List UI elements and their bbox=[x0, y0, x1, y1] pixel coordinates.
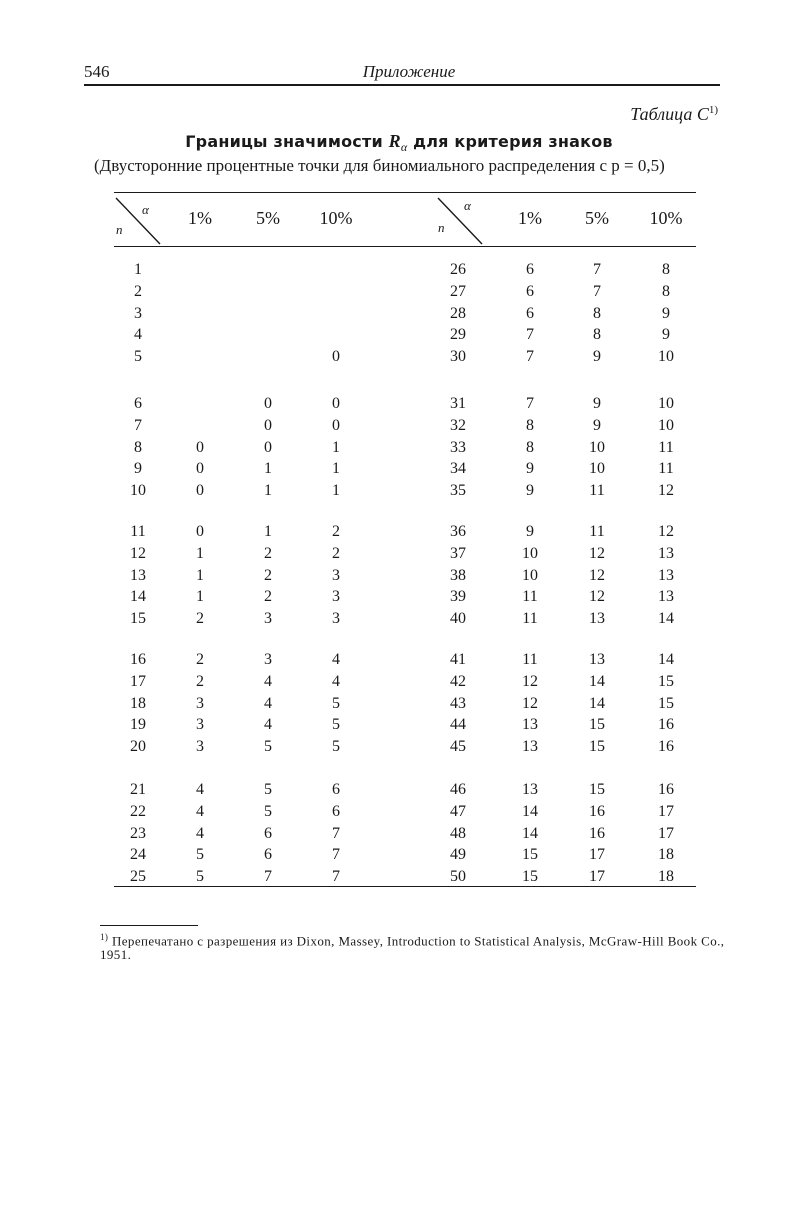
table-cell-right-1pct: 13 bbox=[522, 716, 538, 734]
table-cell-right-1pct: 14 bbox=[522, 824, 538, 842]
table-cell-left-5pct: 0 bbox=[264, 395, 272, 412]
table-title-subscript: α bbox=[400, 140, 408, 155]
table-cell-right-n: 30 bbox=[450, 348, 466, 366]
table-title bbox=[0, 131, 798, 155]
table-cell-right-1pct: 8 bbox=[526, 438, 534, 456]
table-cell-left-10pct: 7 bbox=[332, 824, 340, 842]
table-cell-right-n: 41 bbox=[450, 651, 466, 668]
table-cell-right-10pct: 18 bbox=[658, 868, 674, 886]
table-cell-left-n: 7 bbox=[134, 416, 142, 434]
running-head: Приложение bbox=[362, 62, 456, 81]
table-cell-right-n: 26 bbox=[450, 261, 466, 278]
table-cell-right-1pct: 10 bbox=[522, 566, 538, 584]
table-cell-right-5pct: 11 bbox=[589, 482, 605, 500]
table-cell-right-n: 35 bbox=[450, 482, 466, 500]
table-cell-left-10pct: 0 bbox=[332, 348, 340, 366]
footnote-rule bbox=[100, 925, 198, 926]
column-header-10pct: 10% bbox=[319, 208, 353, 228]
table-cell-right-5pct: 13 bbox=[589, 610, 605, 628]
table-cell-right-1pct: 9 bbox=[526, 523, 534, 540]
table-cell-right-n: 42 bbox=[450, 672, 466, 690]
table-cell-left-1pct: 3 bbox=[196, 716, 204, 734]
table-cell-right-n: 31 bbox=[450, 395, 466, 412]
table-cell-right-5pct: 7 bbox=[593, 282, 601, 300]
table-cell-right-5pct: 12 bbox=[589, 544, 605, 562]
table-cell-left-1pct: 5 bbox=[196, 868, 204, 886]
table-cell-left-n: 2 bbox=[134, 282, 142, 300]
table-cell-right-5pct: 10 bbox=[589, 460, 605, 478]
table-cell-right-n: 34 bbox=[450, 460, 466, 478]
table-cell-left-10pct: 5 bbox=[332, 738, 340, 756]
table-cell-left-n: 25 bbox=[130, 868, 146, 886]
table-cell-left-10pct: 3 bbox=[332, 610, 340, 628]
table-cell-left-n: 4 bbox=[134, 326, 142, 344]
table-cell-left-n: 17 bbox=[130, 672, 146, 690]
table-top-rule bbox=[114, 192, 696, 193]
table-label-text: Таблица C bbox=[630, 104, 709, 124]
table-cell-right-1pct: 9 bbox=[526, 482, 534, 500]
table-cell-left-1pct: 0 bbox=[196, 482, 204, 500]
table-cell-left-10pct: 4 bbox=[332, 672, 340, 690]
corner-alpha-label: α bbox=[142, 202, 149, 217]
table-cell-left-5pct: 7 bbox=[264, 868, 272, 886]
table-cell-left-5pct: 6 bbox=[264, 846, 272, 864]
corner-cell-left bbox=[114, 194, 174, 246]
table-cell-left-5pct: 3 bbox=[264, 610, 272, 628]
table-cell-right-n: 47 bbox=[450, 802, 466, 820]
table-cell-left-n: 9 bbox=[134, 460, 142, 478]
table-cell-left-n: 8 bbox=[134, 438, 142, 456]
table-cell-left-n: 20 bbox=[130, 738, 146, 756]
table-cell-right-n: 44 bbox=[450, 716, 466, 734]
table-cell-right-1pct: 13 bbox=[522, 781, 538, 798]
table-label-footnote-mark: 1) bbox=[708, 104, 718, 116]
table-cell-left-n: 12 bbox=[130, 544, 146, 562]
table-cell-right-1pct: 7 bbox=[526, 326, 534, 344]
table-cell-left-10pct: 3 bbox=[332, 588, 340, 606]
table-cell-right-1pct: 7 bbox=[526, 348, 534, 366]
table-cell-left-5pct: 1 bbox=[264, 523, 272, 540]
table-cell-right-10pct: 16 bbox=[658, 781, 674, 798]
table-cell-right-5pct: 8 bbox=[593, 326, 601, 344]
table-cell-left-10pct: 0 bbox=[332, 416, 340, 434]
table-cell-left-10pct: 4 bbox=[332, 651, 340, 668]
table-cell-left-n: 11 bbox=[130, 523, 146, 540]
table-cell-right-1pct: 8 bbox=[526, 416, 534, 434]
column-header-1pct: 1% bbox=[518, 208, 542, 228]
table-cell-right-10pct: 13 bbox=[658, 588, 674, 606]
table-cell-right-n: 45 bbox=[450, 738, 466, 756]
table-cell-right-1pct: 6 bbox=[526, 304, 534, 322]
table-cell-right-10pct: 16 bbox=[658, 738, 674, 756]
table-cell-left-1pct: 2 bbox=[196, 651, 204, 668]
table-cell-left-10pct: 0 bbox=[332, 395, 340, 412]
table-cell-left-1pct: 5 bbox=[196, 846, 204, 864]
table-cell-right-5pct: 14 bbox=[589, 694, 605, 712]
table-cell-right-10pct: 15 bbox=[658, 672, 674, 690]
table-cell-right-5pct: 9 bbox=[593, 395, 601, 412]
table-cell-left-n: 21 bbox=[130, 781, 146, 798]
table-cell-right-5pct: 9 bbox=[593, 416, 601, 434]
table-cell-right-1pct: 14 bbox=[522, 802, 538, 820]
table-cell-right-10pct: 14 bbox=[658, 651, 674, 668]
table-cell-left-1pct: 2 bbox=[196, 672, 204, 690]
column-header-5pct: 5% bbox=[256, 208, 280, 228]
table-cell-left-n: 5 bbox=[134, 348, 142, 366]
table-cell-right-10pct: 16 bbox=[658, 716, 674, 734]
table-cell-left-1pct: 1 bbox=[196, 588, 204, 606]
table-cell-right-10pct: 17 bbox=[658, 824, 674, 842]
table-cell-left-5pct: 2 bbox=[264, 544, 272, 562]
table-cell-right-5pct: 10 bbox=[589, 438, 605, 456]
table-cell-left-1pct: 3 bbox=[196, 738, 204, 756]
table-cell-left-5pct: 0 bbox=[264, 416, 272, 434]
table-cell-right-5pct: 17 bbox=[589, 846, 605, 864]
table-cell-right-5pct: 16 bbox=[589, 824, 605, 842]
table-cell-right-1pct: 9 bbox=[526, 460, 534, 478]
column-header-5pct: 5% bbox=[585, 208, 609, 228]
table-cell-right-n: 46 bbox=[450, 781, 466, 798]
table-cell-right-10pct: 13 bbox=[658, 544, 674, 562]
table-cell-right-5pct: 15 bbox=[589, 781, 605, 798]
table-cell-left-5pct: 0 bbox=[264, 438, 272, 456]
table-cell-right-1pct: 6 bbox=[526, 282, 534, 300]
table-cell-right-5pct: 17 bbox=[589, 868, 605, 886]
table-subtitle: (Двусторонние процентные точки для биномиального распределения с p = 0,5) bbox=[94, 156, 665, 175]
table-cell-right-10pct: 14 bbox=[658, 610, 674, 628]
table-cell-right-5pct: 12 bbox=[589, 566, 605, 584]
table-cell-right-1pct: 12 bbox=[522, 672, 538, 690]
footnote-text: Перепечатано с разрешения из Dixon, Massey, Introduction to Statistical Analysis, McGraw-Hill Book Co., 1951. bbox=[100, 933, 725, 963]
table-cell-left-n: 6 bbox=[134, 395, 142, 412]
table-cell-right-1pct: 15 bbox=[522, 868, 538, 886]
table-cell-right-1pct: 11 bbox=[522, 651, 538, 668]
table-cell-left-5pct: 6 bbox=[264, 824, 272, 842]
column-header-1pct: 1% bbox=[188, 208, 212, 228]
table-cell-left-10pct: 1 bbox=[332, 482, 340, 500]
table-cell-left-n: 19 bbox=[130, 716, 146, 734]
corner-n-label: n bbox=[116, 222, 123, 237]
table-cell-right-n: 36 bbox=[450, 523, 466, 540]
table-cell-left-10pct: 5 bbox=[332, 716, 340, 734]
corner-n-label: n bbox=[438, 220, 445, 235]
table-cell-right-10pct: 9 bbox=[662, 304, 670, 322]
table-cell-right-5pct: 13 bbox=[589, 651, 605, 668]
table-cell-left-10pct: 6 bbox=[332, 781, 340, 798]
table-cell-right-n: 39 bbox=[450, 588, 466, 606]
table-cell-right-10pct: 8 bbox=[662, 261, 670, 278]
table-cell-right-10pct: 8 bbox=[662, 282, 670, 300]
table-cell-right-n: 29 bbox=[450, 326, 466, 344]
table-cell-right-n: 33 bbox=[450, 438, 466, 456]
table-title-before: Границы значимости bbox=[185, 132, 389, 151]
table-cell-left-10pct: 2 bbox=[332, 523, 340, 540]
column-header-10pct: 10% bbox=[649, 208, 683, 228]
footnote bbox=[100, 930, 726, 962]
table-cell-left-n: 14 bbox=[130, 588, 146, 606]
table-cell-right-5pct: 7 bbox=[593, 261, 601, 278]
table-title-after: для критерия знаков bbox=[407, 132, 613, 151]
table-cell-right-5pct: 8 bbox=[593, 304, 601, 322]
table-cell-right-10pct: 12 bbox=[658, 482, 674, 500]
table-cell-left-10pct: 7 bbox=[332, 868, 340, 886]
table-cell-left-n: 15 bbox=[130, 610, 146, 628]
table-cell-right-5pct: 9 bbox=[593, 348, 601, 366]
table-cell-left-10pct: 5 bbox=[332, 694, 340, 712]
table-cell-left-10pct: 6 bbox=[332, 802, 340, 820]
table-cell-left-5pct: 1 bbox=[264, 482, 272, 500]
table-cell-right-5pct: 14 bbox=[589, 672, 605, 690]
table-cell-right-1pct: 6 bbox=[526, 261, 534, 278]
table-cell-left-5pct: 4 bbox=[264, 716, 272, 734]
table-cell-left-1pct: 4 bbox=[196, 824, 204, 842]
table-title-symbol: R bbox=[388, 131, 401, 151]
table-cell-left-1pct: 1 bbox=[196, 544, 204, 562]
table-cell-left-1pct: 4 bbox=[196, 781, 204, 798]
table-cell-right-5pct: 16 bbox=[589, 802, 605, 820]
table-cell-left-5pct: 1 bbox=[264, 460, 272, 478]
corner-cell-right bbox=[436, 194, 496, 246]
table-cell-left-5pct: 3 bbox=[264, 651, 272, 668]
table-cell-right-n: 28 bbox=[450, 304, 466, 322]
table-cell-right-n: 37 bbox=[450, 544, 466, 562]
table-cell-left-5pct: 5 bbox=[264, 781, 272, 798]
corner-alpha-label: α bbox=[464, 198, 471, 213]
table-cell-left-1pct: 3 bbox=[196, 694, 204, 712]
table-cell-left-1pct: 1 bbox=[196, 566, 204, 584]
table-cell-left-5pct: 4 bbox=[264, 672, 272, 690]
table-cell-left-n: 18 bbox=[130, 694, 146, 712]
table-cell-right-n: 49 bbox=[450, 846, 466, 864]
table-cell-right-n: 27 bbox=[450, 282, 466, 300]
table-cell-left-10pct: 1 bbox=[332, 438, 340, 456]
table-cell-right-10pct: 10 bbox=[658, 416, 674, 434]
table-cell-left-10pct: 2 bbox=[332, 544, 340, 562]
table-cell-left-10pct: 1 bbox=[332, 460, 340, 478]
table-cell-right-10pct: 9 bbox=[662, 326, 670, 344]
table-cell-right-1pct: 13 bbox=[522, 738, 538, 756]
table-cell-right-1pct: 15 bbox=[522, 846, 538, 864]
table-cell-right-1pct: 12 bbox=[522, 694, 538, 712]
table-cell-left-n: 13 bbox=[130, 566, 146, 584]
table-cell-left-n: 16 bbox=[130, 651, 146, 668]
table-cell-right-n: 38 bbox=[450, 566, 466, 584]
table-cell-right-10pct: 10 bbox=[658, 395, 674, 412]
table-cell-right-10pct: 15 bbox=[658, 694, 674, 712]
table-cell-right-1pct: 10 bbox=[522, 544, 538, 562]
table-cell-right-10pct: 10 bbox=[658, 348, 674, 366]
table-cell-left-n: 1 bbox=[134, 261, 142, 278]
table-cell-right-n: 40 bbox=[450, 610, 466, 628]
footnote-mark: 1) bbox=[100, 932, 109, 942]
table-cell-right-10pct: 11 bbox=[658, 460, 674, 478]
table-cell-left-1pct: 0 bbox=[196, 460, 204, 478]
table-cell-right-n: 43 bbox=[450, 694, 466, 712]
table-cell-left-5pct: 5 bbox=[264, 802, 272, 820]
table-cell-left-1pct: 4 bbox=[196, 802, 204, 820]
table-cell-left-10pct: 7 bbox=[332, 846, 340, 864]
table-cell-right-n: 32 bbox=[450, 416, 466, 434]
table-cell-left-1pct: 0 bbox=[196, 523, 204, 540]
table-cell-right-n: 50 bbox=[450, 868, 466, 886]
table-cell-left-n: 22 bbox=[130, 802, 146, 820]
table-cell-right-1pct: 11 bbox=[522, 588, 538, 606]
table-cell-right-10pct: 18 bbox=[658, 846, 674, 864]
table-cell-left-10pct: 3 bbox=[332, 566, 340, 584]
table-cell-left-5pct: 2 bbox=[264, 588, 272, 606]
table-cell-left-1pct: 2 bbox=[196, 610, 204, 628]
table-cell-left-5pct: 4 bbox=[264, 694, 272, 712]
table-cell-right-5pct: 15 bbox=[589, 716, 605, 734]
table-cell-left-1pct: 0 bbox=[196, 438, 204, 456]
table-cell-right-1pct: 7 bbox=[526, 395, 534, 412]
table-cell-left-n: 24 bbox=[130, 846, 146, 864]
table-cell-left-n: 23 bbox=[130, 824, 146, 842]
table-cell-right-5pct: 15 bbox=[589, 738, 605, 756]
table-label bbox=[630, 104, 718, 125]
page-number: 546 bbox=[84, 62, 110, 81]
table-cell-left-n: 10 bbox=[130, 482, 146, 500]
table-cell-right-10pct: 11 bbox=[658, 438, 674, 456]
table-cell-right-n: 48 bbox=[450, 824, 466, 842]
table-cell-left-5pct: 2 bbox=[264, 566, 272, 584]
table-cell-right-10pct: 13 bbox=[658, 566, 674, 584]
table-cell-left-n: 3 bbox=[134, 304, 142, 322]
table-cell-right-10pct: 12 bbox=[658, 523, 674, 540]
table-cell-right-5pct: 11 bbox=[589, 523, 605, 540]
header-rule bbox=[84, 84, 720, 86]
table-cell-right-10pct: 17 bbox=[658, 802, 674, 820]
table-cell-left-5pct: 5 bbox=[264, 738, 272, 756]
table-cell-right-1pct: 11 bbox=[522, 610, 538, 628]
table-cell-right-5pct: 12 bbox=[589, 588, 605, 606]
table-header-rule bbox=[114, 246, 696, 247]
